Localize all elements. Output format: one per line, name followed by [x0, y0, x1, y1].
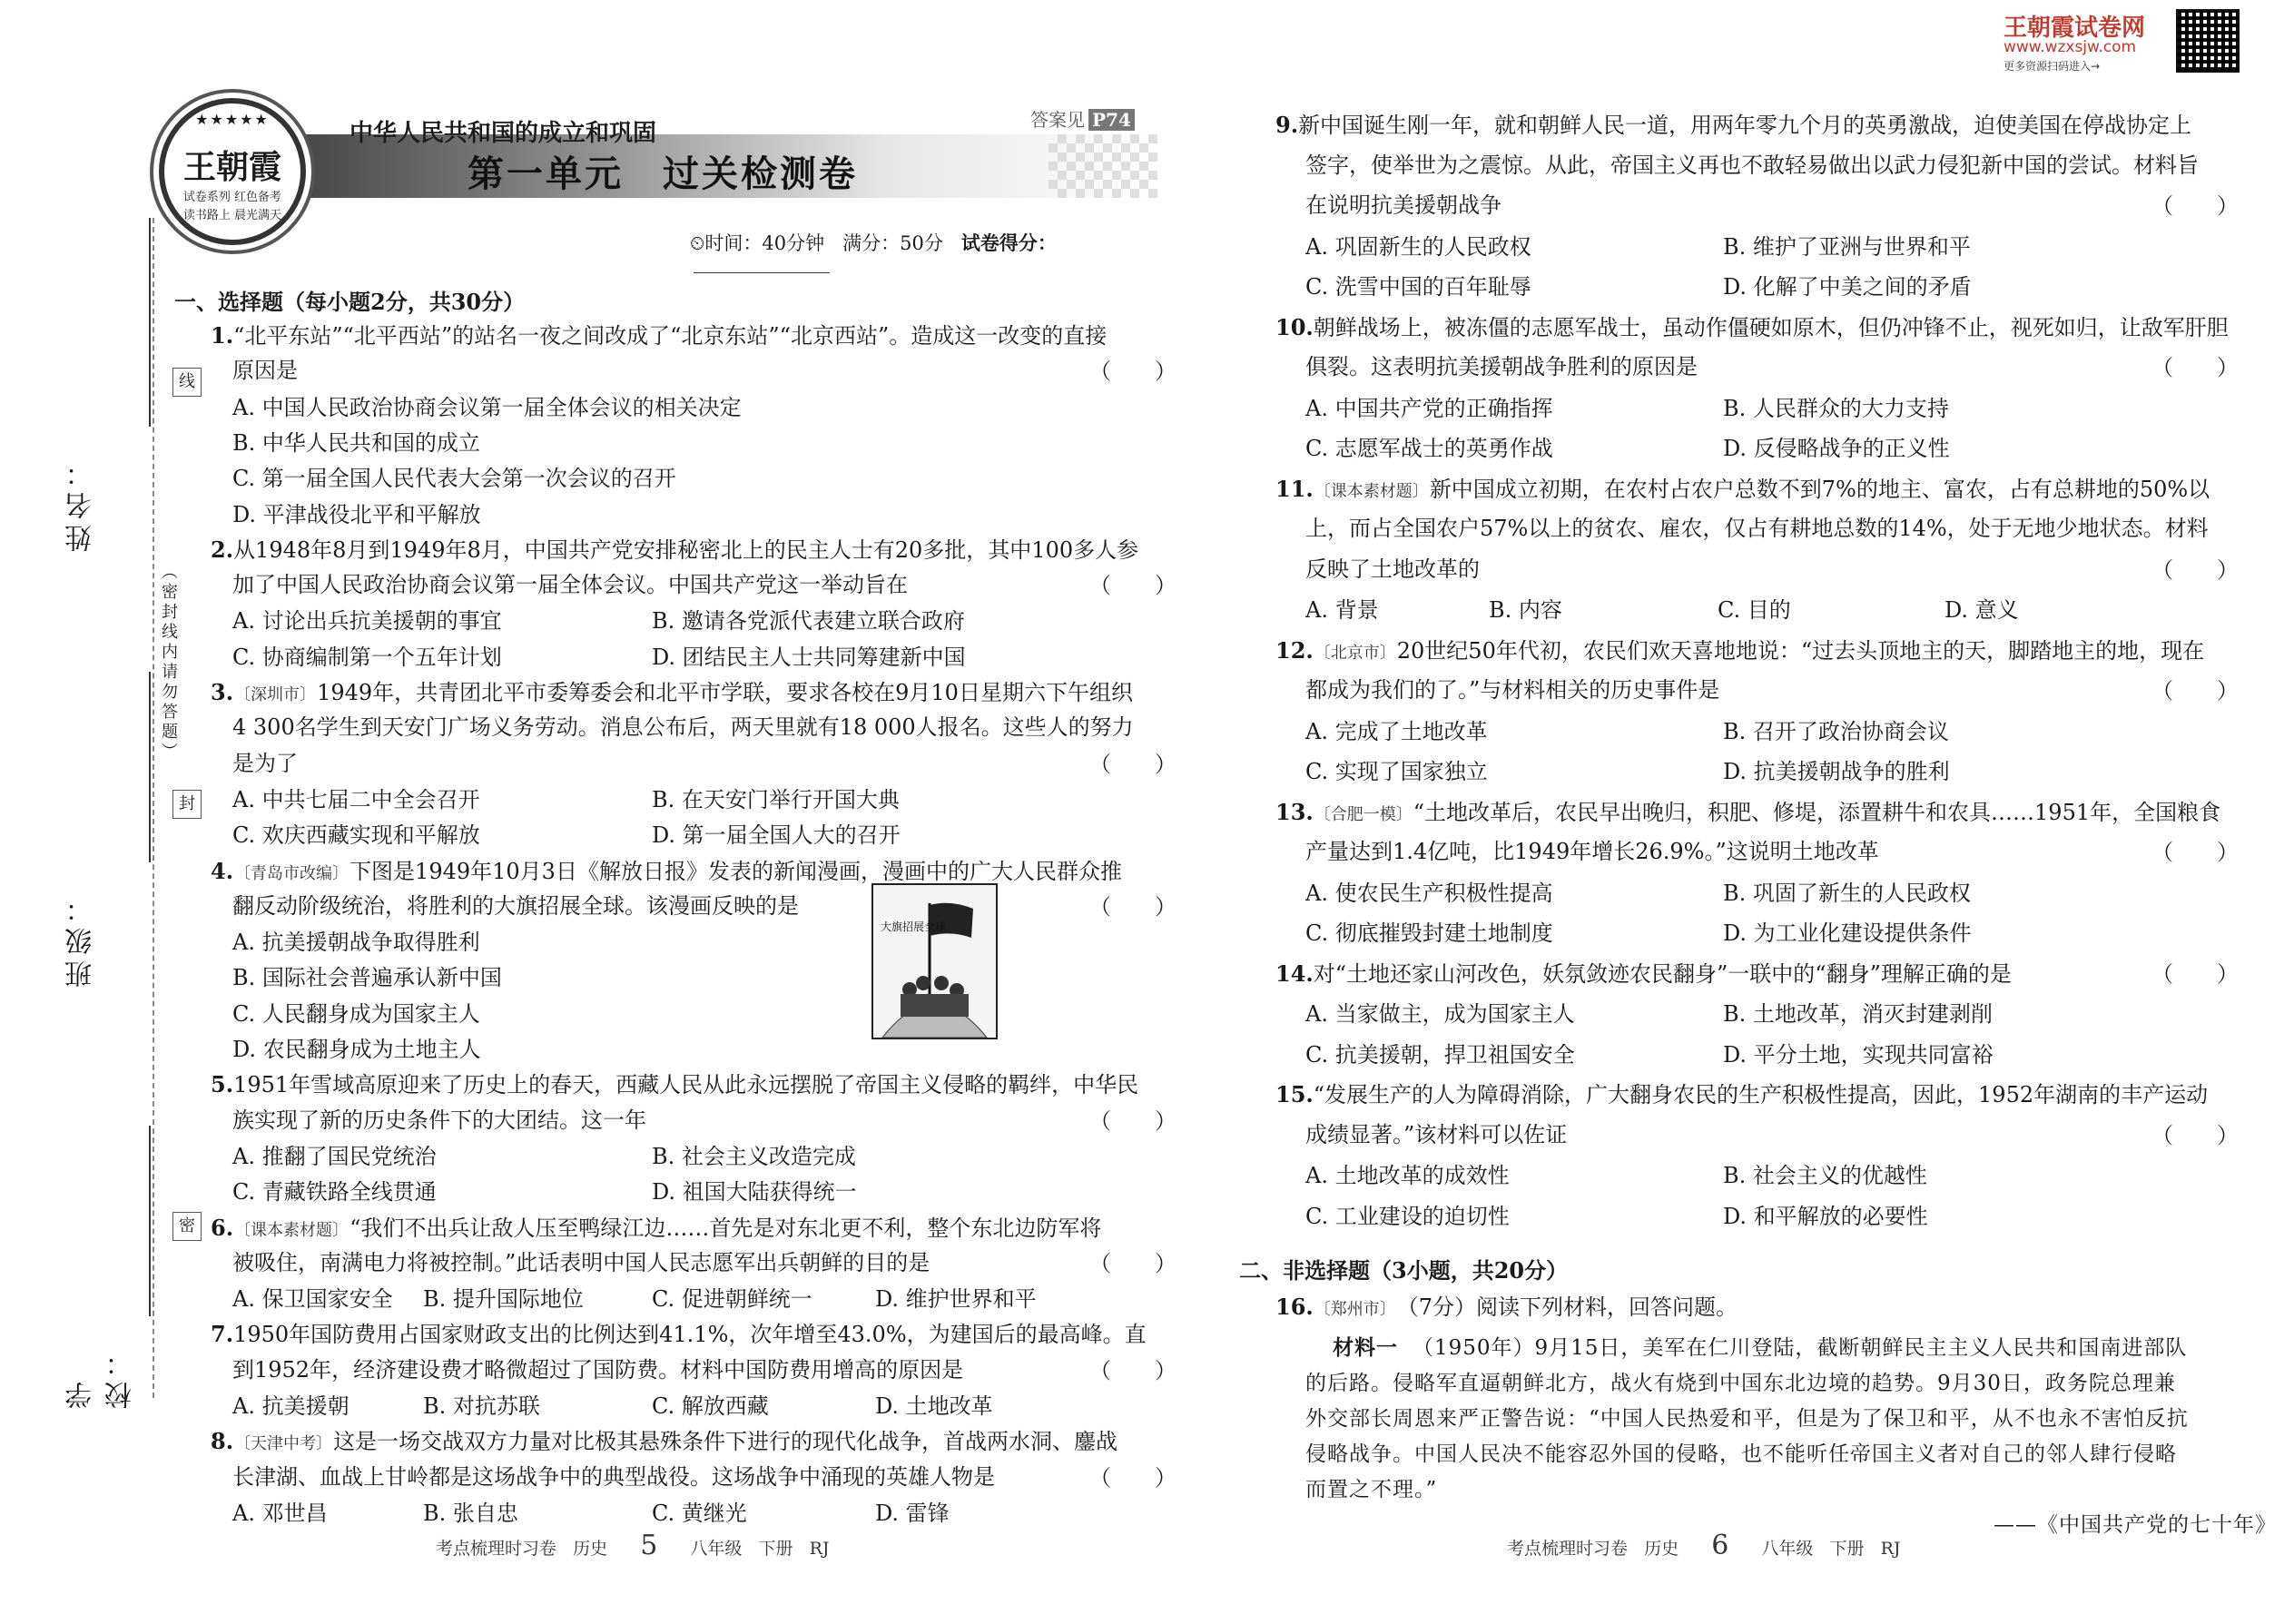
- full-score: 满分：50分: [842, 232, 943, 254]
- material-line: 外交部长周恩来严正警告说：“中国人民热爱和平，但是为了保卫和平，从不也永不害怕反抗: [1305, 1407, 2189, 1431]
- class-field[interactable]: [149, 672, 153, 862]
- option-a[interactable]: A. 完成了土地改革: [1305, 718, 1488, 744]
- class-label: 班级：: [65, 890, 97, 988]
- answer-page: P74: [1088, 109, 1135, 131]
- question-line: [232, 710, 1134, 745]
- answer-blank[interactable]: （ ）: [2151, 678, 2239, 704]
- question-number: 9.: [1275, 112, 1299, 138]
- brand-logo: [159, 98, 306, 245]
- question-line: [232, 889, 799, 924]
- option-d[interactable]: D. 土地改革: [875, 1393, 993, 1419]
- seal-line: [153, 218, 154, 1398]
- answer-blank[interactable]: （ ）: [2151, 355, 2239, 380]
- question-line: [211, 1423, 1117, 1462]
- footer-term: 下册: [758, 1539, 793, 1559]
- news-cartoon: [871, 883, 998, 1039]
- question-line: [1305, 834, 1879, 870]
- question-number: 13.: [1275, 798, 1314, 825]
- question-line: [211, 318, 1107, 354]
- exam-meta: [690, 229, 1180, 278]
- option-d[interactable]: D. 抗美援朝战争的胜利: [1723, 759, 1950, 784]
- option-a[interactable]: A. 抗美援朝战争取得胜利: [232, 930, 480, 956]
- material-line: 侵略战争。中国人民决不能容忍外国的侵略，也不能听任帝国主义者对自己的邻人肆行侵略: [1305, 1442, 2177, 1466]
- name-field[interactable]: [149, 218, 153, 427]
- material-one: [1305, 1330, 2277, 1543]
- option-b[interactable]: B. 中华人民共和国的成立: [232, 429, 480, 456]
- name-label: 姓名：: [65, 454, 97, 552]
- footer-subject: 历史: [573, 1539, 608, 1559]
- question-text: 俱裂。这表明抗美援朝战争胜利的原因是: [1305, 354, 1698, 379]
- option-a[interactable]: A. 当家做主，成为国家主人: [1305, 1001, 1575, 1027]
- site-logo[interactable]: [2004, 9, 2240, 74]
- option-d[interactable]: D. 农民翻身成为土地主人: [232, 1037, 481, 1062]
- footer-edition: RJ: [1880, 1539, 1901, 1559]
- question-line: [1305, 1117, 1567, 1153]
- section-title-nonchoice: 二、非选择题（3小题，共20分）: [1239, 1257, 1569, 1284]
- option-d[interactable]: D. 雷锋: [875, 1500, 950, 1526]
- option-b[interactable]: B. 人民群众的大力支持: [1723, 395, 1949, 421]
- option-c[interactable]: C. 协商编制第一个五年计划: [232, 644, 502, 670]
- question-number: 14.: [1275, 960, 1314, 987]
- header-band: [159, 98, 1157, 222]
- seal-box-seal: 封: [172, 790, 202, 819]
- cartoon-caption: 大旗招展全球: [881, 920, 947, 933]
- question-text: 签字，使举世为之震惊。从此，帝国主义再也不敢轻易做出以武力侵犯新中国的尝试。材料旨: [1305, 152, 2199, 178]
- footer-right: [1507, 1530, 1901, 1561]
- question-line: [232, 353, 298, 389]
- option-a[interactable]: A. 邓世昌: [232, 1500, 328, 1526]
- option-d[interactable]: D. 和平解放的必要性: [1723, 1203, 1928, 1229]
- answer-blank[interactable]: （ ）: [2151, 960, 2239, 987]
- question-text: 原因是: [232, 358, 298, 384]
- option-c[interactable]: C. 目的: [1718, 597, 1791, 623]
- question-text: （7分）阅读下列材料，回答问题。: [1396, 1294, 1738, 1320]
- option-c[interactable]: C. 志愿军战士的英勇作战: [1305, 436, 1553, 461]
- option-b[interactable]: B. 国际社会普遍承认新中国: [232, 965, 502, 991]
- option-d[interactable]: D. 反侵略战争的正义性: [1723, 436, 1950, 461]
- question-line: [232, 567, 908, 603]
- question-source: 〔课本素材题〕: [234, 1220, 350, 1240]
- option-c[interactable]: C. 人民翻身成为国家主人: [232, 1000, 480, 1027]
- question-text: “北平东站”“北平西站”的站名一夜之间改成了“北京东站”“北京西站”。造成这一改变的直接: [233, 323, 1108, 349]
- question-text: 下图是1949年10月3日《解放日报》发表的新闻漫画，漫画中的广大人民群众推: [350, 858, 1122, 884]
- footer-series: 考点梳理时习卷: [1507, 1539, 1629, 1559]
- question-line: [211, 1210, 1101, 1249]
- option-b[interactable]: B. 张自忠: [423, 1500, 518, 1526]
- question-line: [1275, 956, 2012, 992]
- question-source: 〔郑州市〕: [1314, 1300, 1396, 1319]
- footer-series: 考点梳理时习卷: [436, 1539, 557, 1559]
- option-a[interactable]: A. 中国人民政治协商会议第一届全体会议的相关决定: [232, 394, 742, 420]
- footer-term: 下册: [1829, 1539, 1865, 1559]
- option-c[interactable]: C. 实现了国家独立: [1305, 759, 1488, 784]
- option-d[interactable]: D. 平津战役北平和平解放: [232, 501, 481, 527]
- answer-blank[interactable]: （ ）: [1089, 359, 1177, 385]
- school-label: 学校：: [65, 1343, 137, 1409]
- score-blank[interactable]: [694, 272, 830, 273]
- question-number: 6.: [211, 1214, 234, 1241]
- question-text: 到1952年，经济建设费才略微超过了国防费。材料中国防费用增高的原因是: [232, 1356, 964, 1383]
- question-text: 4 300名学生到天安门广场义务劳动。消息公布后，两天里就有18 000人报名。这些人的努力: [232, 714, 1134, 741]
- answer-blank[interactable]: （ ）: [1089, 1464, 1177, 1491]
- question-line: [232, 1103, 646, 1138]
- question-number: 11.: [1275, 475, 1314, 502]
- option-a[interactable]: A. 推翻了国民党统治: [232, 1143, 437, 1169]
- option-a[interactable]: A. 抗美援朝: [232, 1393, 350, 1419]
- question-line: [211, 674, 1133, 714]
- question-text: “我们不出兵让敌人压至鸭绿江边……首先是对东北更不利，整个东北边防军将: [350, 1215, 1102, 1241]
- question-line: [1305, 188, 1501, 223]
- seal-note: （密封线内请勿答题）: [159, 563, 178, 763]
- option-a[interactable]: A. 背景: [1305, 597, 1379, 623]
- option-d[interactable]: D. 化解了中美之间的矛盾: [1723, 274, 1972, 300]
- question-number: 3.: [211, 679, 234, 705]
- answer-blank[interactable]: （ ）: [1089, 893, 1177, 920]
- question-text: 朝鲜战场上，被冻僵的志愿军战士，虽动作僵硬如原木，但仍冲锋不止，视死如归，让敌军肝胆: [1313, 314, 2229, 340]
- question-line: [1275, 1077, 2208, 1113]
- option-b[interactable]: B. 维护了亚洲与世界和平: [1723, 233, 1971, 260]
- option-b[interactable]: B. 内容: [1489, 597, 1562, 623]
- option-a[interactable]: A. 中共七届二中全会召开: [232, 786, 480, 812]
- material-label: 材料一: [1333, 1335, 1398, 1360]
- option-d[interactable]: D. 为工业化建设提供条件: [1723, 920, 1972, 946]
- question-number: 15.: [1275, 1081, 1314, 1107]
- option-d[interactable]: D. 第一届全国人大的召开: [652, 822, 901, 849]
- question-line: [1275, 107, 2191, 143]
- question-source: 〔课本素材题〕: [1314, 481, 1429, 501]
- answer-reference: [1030, 105, 1135, 132]
- footer-edition: RJ: [809, 1539, 830, 1559]
- time-limit: ⏲时间：40分钟: [690, 232, 825, 254]
- question-text: 被吸住，南满电力将被控制。”此话表明中国人民志愿军出兵朝鲜的目的是: [232, 1249, 930, 1275]
- question-line: [232, 1460, 995, 1495]
- option-c[interactable]: C. 解放西藏: [652, 1393, 769, 1419]
- option-a[interactable]: A. 土地改革的成效性: [1305, 1163, 1510, 1188]
- question-number: 8.: [211, 1428, 234, 1455]
- header-checker: [1049, 134, 1157, 198]
- option-a[interactable]: A. 中国共产党的正确指挥: [1305, 395, 1553, 421]
- option-d[interactable]: D. 平分土地，实现共同富裕: [1723, 1041, 1994, 1068]
- question-line: [1305, 552, 1480, 587]
- question-line: [1305, 673, 1719, 708]
- qr-code-icon[interactable]: [2176, 9, 2240, 73]
- question-source: 〔合肥一模〕: [1314, 804, 1413, 824]
- site-scan-hint: 更多资源扫码进入→: [2004, 60, 2101, 73]
- question-text: 这是一场交战双方力量对比极其悬殊条件下进行的现代化战争，首战两水洞、鏖战: [333, 1429, 1118, 1455]
- section-title-choice: 一、选择题（每小题2分，共30分）: [174, 289, 526, 315]
- question-text: 族实现了新的历史条件下的大团结。这一年: [232, 1107, 646, 1133]
- question-line: [1305, 511, 2209, 546]
- site-name: 王朝霞试卷网: [2004, 15, 2146, 42]
- option-d[interactable]: D. 祖国大陆获得统一: [652, 1179, 857, 1206]
- question-number: 5.: [211, 1071, 234, 1098]
- question-line: [1275, 794, 2220, 833]
- answer-blank[interactable]: （ ）: [1089, 1107, 1177, 1134]
- logo-stars: ★★★★★: [195, 111, 270, 128]
- answer-blank[interactable]: （ ）: [2151, 556, 2239, 583]
- question-number: 10.: [1275, 313, 1314, 340]
- option-d[interactable]: D. 团结民主人士共同筹建新中国: [652, 644, 966, 670]
- question-text: 都成为我们的了。”与材料相关的历史事件是: [1305, 677, 1720, 703]
- option-b[interactable]: B. 对抗苏联: [423, 1393, 540, 1419]
- question-number: 4.: [211, 857, 234, 884]
- question-line: [232, 1245, 930, 1281]
- material-line: 而置之不理。”: [1305, 1478, 1438, 1501]
- site-url[interactable]: www.wzxsjw.com: [2004, 38, 2137, 56]
- option-b[interactable]: B. 巩固了新生的人民政权: [1723, 880, 1971, 906]
- option-c[interactable]: C. 第一届全国人民代表大会第一次会议的召开: [232, 466, 676, 492]
- page-title: 第一单元 过关检测卷: [468, 153, 858, 195]
- question-text: 成绩显著。”该材料可以佐证: [1305, 1121, 1568, 1147]
- question-text: 新中国诞生刚一年，就和朝鲜人民一道，用两年零九个月的英勇激战，迫使美国在停战协定上: [1298, 113, 2192, 138]
- option-c[interactable]: C. 工业建设的迫切性: [1305, 1203, 1510, 1229]
- answer-blank[interactable]: （ ）: [2151, 1122, 2239, 1148]
- question-line: [211, 1067, 1138, 1103]
- footer-grade: 八年级: [690, 1539, 743, 1559]
- seal-box-line: 线: [172, 368, 202, 397]
- logo-tag-top: 试卷系列 红色备考: [182, 191, 282, 204]
- answer-blank[interactable]: （ ）: [1089, 1250, 1177, 1276]
- question-line: [1275, 471, 2210, 510]
- option-b[interactable]: B. 邀请各党派代表建立联合政府: [652, 608, 965, 635]
- binding-margin: [54, 218, 195, 1409]
- question-number: 12.: [1275, 636, 1314, 664]
- option-a[interactable]: A. 巩固新生的人民政权: [1305, 233, 1531, 260]
- question-line: [1305, 349, 1698, 385]
- answer-blank[interactable]: （ ）: [1089, 751, 1177, 777]
- option-b[interactable]: B. 提升国际地位: [423, 1286, 584, 1313]
- question-source: 〔深圳市〕: [234, 685, 317, 704]
- material-line: 的后路。侵略军直逼朝鲜北方，战火有烧到中国东北边境的趋势。9月30日，政务院总理兼: [1305, 1372, 2176, 1395]
- option-b[interactable]: B. 社会主义改造完成: [652, 1143, 856, 1169]
- question-line: [232, 1353, 963, 1388]
- score-label: 试卷得分：: [960, 231, 1057, 254]
- question-number: 2.: [211, 536, 234, 563]
- option-a[interactable]: A. 保卫国家安全: [232, 1286, 393, 1313]
- option-d[interactable]: D. 意义: [1944, 597, 2019, 623]
- option-b[interactable]: B. 社会主义的优越性: [1723, 1163, 1927, 1188]
- option-c[interactable]: C. 抗美援朝，捍卫祖国安全: [1305, 1041, 1575, 1068]
- page-number: 5: [640, 1530, 658, 1561]
- question-text: 对“土地还家山河改色，妖氛敛迹农民翻身”一联中的“翻身”理解正确的是: [1313, 960, 2012, 987]
- question-text: 反映了土地改革的: [1305, 556, 1480, 582]
- option-a[interactable]: A. 使农民生产积极性提高: [1305, 880, 1553, 906]
- question-text: 加了中国人民政治协商会议第一届全体会议。中国共产党这一举动旨在: [232, 572, 908, 598]
- option-b[interactable]: B. 召开了政治协商会议: [1723, 718, 1949, 744]
- question-line: [232, 746, 298, 782]
- option-c[interactable]: C. 促进朝鲜统一: [652, 1286, 812, 1313]
- question-source: 〔天津中考〕: [234, 1434, 333, 1454]
- page-number: 6: [1711, 1530, 1729, 1561]
- question-source: 〔北京市〕: [1314, 643, 1396, 663]
- question-text: 是为了: [232, 750, 298, 776]
- option-c[interactable]: C. 黄继光: [652, 1500, 747, 1526]
- school-field[interactable]: [149, 1126, 153, 1316]
- seal-box-secret: 密: [172, 1212, 202, 1241]
- question-line: [211, 532, 1138, 568]
- question-line: [211, 1316, 1147, 1353]
- option-b[interactable]: B. 土地改革，消灭封建剥削: [1723, 1001, 1993, 1027]
- footer-grade: 八年级: [1761, 1539, 1814, 1559]
- question-text: 在说明抗美援朝战争: [1305, 192, 1501, 218]
- answer-blank[interactable]: （ ）: [1089, 573, 1177, 599]
- option-c[interactable]: C. 青藏铁路全线贯通: [232, 1179, 437, 1206]
- question-text: 1949年，共青团北平市委筹委会和北平市学联，要求各校在9月10日星期六下午组织: [317, 680, 1133, 705]
- answer-ref-label: 答案见: [1030, 109, 1085, 131]
- question-line: [1275, 633, 2204, 672]
- option-a[interactable]: A. 讨论出兵抗美援朝的事宜: [232, 608, 502, 635]
- question-source: 〔青岛市改编〕: [234, 863, 350, 883]
- question-text: 长津湖、血战上甘岭都是这场战争中的典型战役。这场战争中涌现的英雄人物是: [232, 1463, 995, 1490]
- question-text: 1950年国防费用占国家财政支出的比例达到41.1%，次年增至43.0%，为建国后的最高峰。直: [233, 1322, 1147, 1348]
- option-d[interactable]: D. 维护世界和平: [875, 1286, 1037, 1313]
- question-line: [1305, 148, 2199, 183]
- material-source: ——《中国共产党的七十年》: [1994, 1513, 2277, 1537]
- question-number: 1.: [211, 322, 234, 349]
- answer-blank[interactable]: （ ）: [1089, 1357, 1177, 1383]
- question-number: 16.: [1275, 1294, 1314, 1320]
- question-number: 7.: [211, 1321, 234, 1348]
- question-text: 1951年雪域高原迎来了历史上的春天，西藏人民从此永远摆脱了帝国主义侵略的羁绊，中华民: [233, 1072, 1139, 1098]
- answer-blank[interactable]: （ ）: [2151, 840, 2239, 865]
- question-text: “土地改革后，农民早出晚归，积肥、修堤，添置耕牛和农具……1951年，全国粮食: [1413, 799, 2221, 825]
- question-16: [1275, 1289, 1738, 1328]
- material-line: 材料一 （1950年）9月15日，美军在仁川登陆，截断朝鲜民主主义人民共和国南进部队: [1333, 1335, 2188, 1360]
- subject-title: 中华人民共和国的成立和巩固: [350, 120, 657, 147]
- option-b[interactable]: B. 在天安门举行开国大典: [652, 786, 900, 812]
- option-c[interactable]: C. 欢庆西藏实现和平解放: [232, 822, 480, 849]
- logo-tag-bottom: 读书路上 晨光满天: [182, 209, 282, 222]
- question-text: 上，而占全国农户57%以上的贫农、雇农，仅占有耕地总数的14%，处于无地少地状态。材料: [1305, 516, 2209, 541]
- question-text: 新中国成立初期，在农村占农户总数不到7%的地主、富农，占有总耕地的50%以: [1429, 476, 2210, 502]
- question-text: 从1948年8月到1949年8月，中国共产党安排秘密北上的民主人士有20多批，其中100多人参: [233, 536, 1139, 563]
- option-c[interactable]: C. 彻底摧毁封建土地制度: [1305, 920, 1553, 946]
- question-text: “发展生产的人为障碍消除，广大翻身农民的生产积极性提高，因此，1952年湖南的丰产运动: [1313, 1082, 2209, 1107]
- right-page: [1207, 0, 2294, 1624]
- footer-subject: 历史: [1644, 1539, 1679, 1559]
- question-text: 20世纪50年代初，农民们欢天喜地地说：“过去头顶地主的天，脚踏地主的地，现在: [1396, 637, 2205, 664]
- option-c[interactable]: C. 洗雪中国的百年耻辱: [1305, 274, 1531, 300]
- logo-text: 王朝霞: [182, 148, 281, 186]
- answer-blank[interactable]: （ ）: [2151, 193, 2239, 219]
- question-line: [1275, 310, 2229, 346]
- footer-left: [436, 1530, 830, 1561]
- question-text: 产量达到1.4亿吨，比1949年增长26.9%。”这说明土地改革: [1305, 839, 1879, 864]
- question-text: 翻反动阶级统治，将胜利的大旗招展全球。该漫画反映的是: [232, 892, 799, 919]
